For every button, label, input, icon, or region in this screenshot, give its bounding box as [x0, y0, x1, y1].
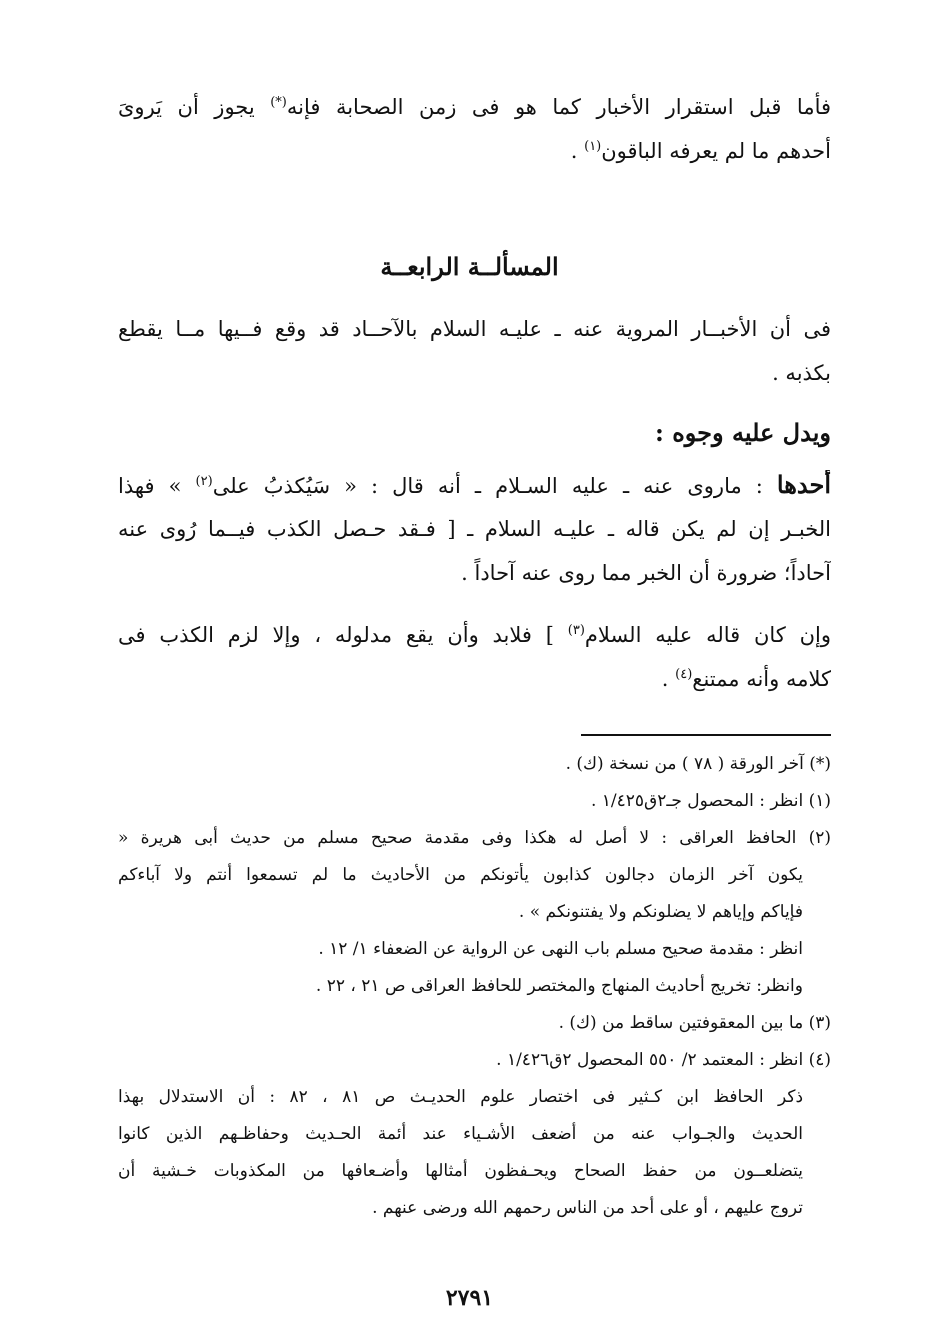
lead-word: أحدها — [776, 470, 831, 499]
argument2-line-2 — [118, 664, 831, 708]
footnote-2-line-2: يكون آخر الزمان دجالون كذابون يأتونكم من الأحاديث ما لم تسمعوا أنتم ولا آباءكم — [118, 865, 803, 885]
section-heading: المسألــة الرابعــة — [380, 252, 559, 281]
subheading: ويدل عليه وجوه : — [654, 418, 831, 447]
footnote-3: (٣) ما بين المعقوفتين ساقط من (ك) . — [558, 1013, 831, 1033]
topic-line-1: فى أن الأخبــار المروية عنه ـ عليـه السلام بالآحــاد قد وقع فــيها مــا يقطع — [118, 317, 831, 341]
argument2-line-1 — [118, 620, 831, 664]
footnote-1: (١) انظر : المحصول جـ٢ق١/٤٢٥ . — [590, 791, 831, 811]
footnote-4-line-1: (٤) انظر : المعتمد ٢/ ٥٥٠ المحصول ٢ق١/٤٢٦ . — [496, 1050, 831, 1070]
first-argument-paragraph — [118, 470, 831, 602]
subheading-block — [118, 416, 831, 450]
topic-paragraph — [118, 314, 831, 402]
argument2-line-2-end: . — [661, 667, 676, 691]
footnote-marker-2: (٢) — [195, 474, 213, 489]
intro-line-2-text: أحدهم ما لم يعرفه الباقون — [601, 139, 831, 163]
footnotes — [118, 752, 831, 1233]
footnote-separator — [581, 734, 831, 736]
footnote-4-line-5: تروج عليهم ، أو على أحد من الناس رحمهم الله ورضى عنهم . — [372, 1198, 803, 1218]
intro-line-2-end: . — [570, 139, 585, 163]
footnote-marker-1: (١) — [584, 139, 602, 154]
page-number: ٢٧٩١ — [445, 1285, 494, 1311]
argument-line-2: الخبـر إن لم يكن قاله ـ عليـه السلام ـ [ فـقد حـصل الكذب فيــما رُوى عنه — [118, 517, 831, 541]
intro-line-1 — [118, 92, 831, 136]
intro-line-1-text: فأما قبل استقرار الأخبار كما هو فى زمن الصحابة فإنه — [286, 95, 831, 119]
footnote-2-line-4: انظر : مقدمة صحيح مسلم باب النهى عن الرواية عن الضعفاء ١/ ١٢ . — [318, 939, 803, 959]
footnote-4-line-3: الحديث والجـواب عنه من أضعف الأشـياء عند أئمة الحـديث وحفاظـهم الذين كانوا — [118, 1124, 803, 1144]
topic-line-2: بكذبه . — [772, 361, 831, 385]
argument2-line-1-end: ] فلابد وأن يقع مدلوله ، وإلا لزم الكذب فى — [118, 623, 568, 647]
intro-paragraph — [118, 92, 831, 180]
footnote-2-line-5: وانظر: تخريج أحاديث المنهاج والمختصر للحافظ العراقى ص ٢١ ، ٢٢ . — [315, 976, 803, 996]
argument-line-3: آحاداً؛ ضرورة أن الخبر مما روى عنه آحاداً . — [461, 561, 831, 585]
footnote-marker-4: (٤) — [675, 667, 693, 682]
argument-line-1-end: » فهذا — [118, 474, 196, 498]
second-argument-paragraph — [118, 620, 831, 708]
footnote-marker-3: (٣) — [567, 623, 585, 638]
argument2-line-2-text: كلامه وأنه ممتنع — [692, 667, 831, 691]
argument-line-1-text: : ماروى عنه ـ عليه السـلام ـ أنه قال : « سَيُكذبُ على — [212, 474, 777, 498]
footnote-star: (*) آخر الورقة ( ٧٨ ) من نسخة (ك) . — [565, 754, 831, 774]
intro-line-2 — [118, 136, 831, 180]
footnote-4-line-2: ذكر الحافظ ابن كـثير فى اختصار علوم الحديـث ص ٨١ ، ٨٢ : أن الاستدلال بهذا — [118, 1087, 804, 1107]
intro-line-1-end: يجوز أن يَروىَ — [118, 95, 271, 119]
argument-line-1 — [118, 470, 831, 514]
footnote-2-line-1: (٢) الحافظ العراقى : لا أصل له هكذا وفى مقدمة صحيح مسلم من حديث أبى هريرة « — [118, 828, 831, 848]
footnote-4-line-4: يتضلعــون من حفظ الصحاح ويحـفظون أمثالها وأضـعافها من المكذوبات خـشية أن — [118, 1161, 803, 1181]
footnote-marker-star: (*) — [270, 95, 287, 110]
footnote-2-line-3: فإياكم وإياهم لا يضلونكم ولا يفتنونكم » . — [518, 902, 803, 922]
argument2-line-1-text: وإن كان قاله عليه السلام — [584, 623, 831, 647]
